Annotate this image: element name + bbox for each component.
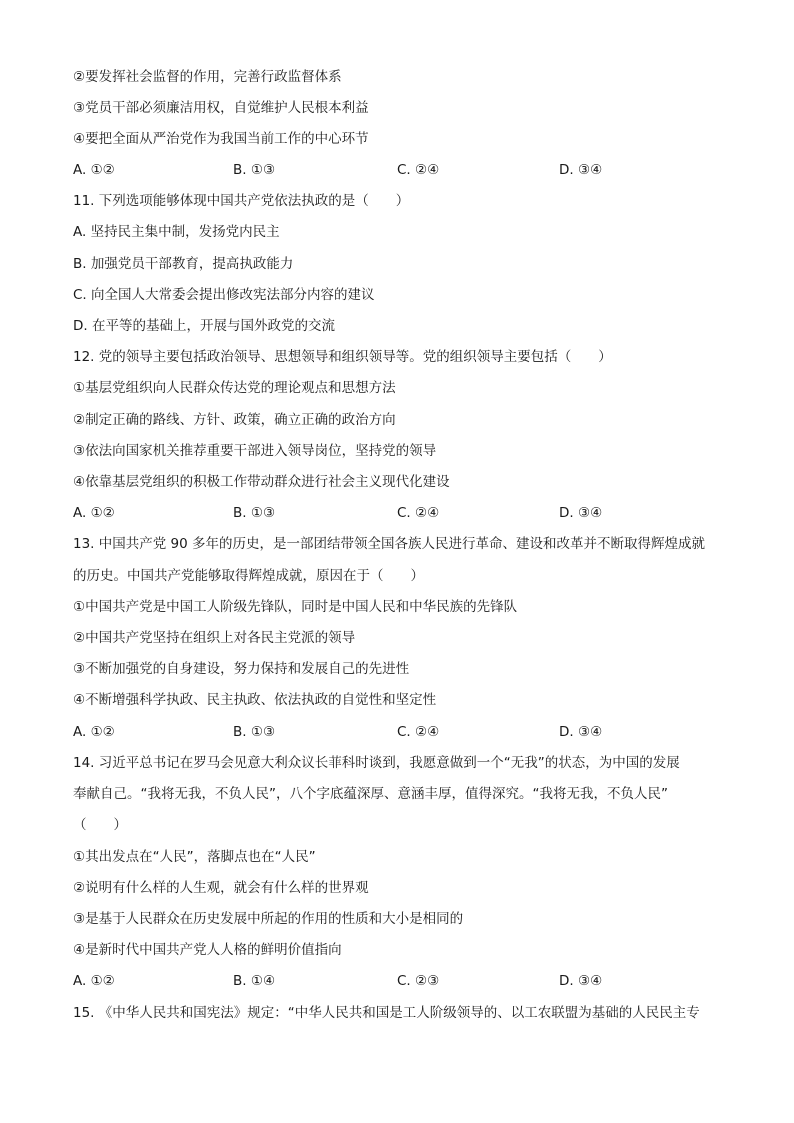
q11-option-c[interactable]: C. 向全国人大常委会提出修改宪法部分内容的建议 [73,287,375,303]
q10-option-c[interactable]: C. ②④ [397,162,440,178]
q12-option-c[interactable]: C. ②④ [397,505,440,521]
q13-statement-1: ①中国共产党是中国工人阶级先锋队，同时是中国人民和中华民族的先锋队 [73,599,518,615]
q13-option-b[interactable]: B. ①③ [233,724,276,740]
q14-stem-line-3: （ ） [73,817,127,833]
q13-options [73,723,713,741]
q10-statement-3: ③党员干部必须廉洁用权，自觉维护人民根本利益 [73,100,369,116]
q12-option-d[interactable]: D. ③④ [559,505,603,521]
q12-statement-1: ①基层党组织向人民群众传达党的理论观点和思想方法 [73,380,396,396]
q11-stem: 11. 下列选项能够体现中国共产党依法执政的是（ ） [73,193,410,209]
q14-statement-1: ①其出发点在“人民”，落脚点也在“人民” [73,849,316,865]
q14-option-b[interactable]: B. ①④ [233,973,276,989]
q13-option-d[interactable]: D. ③④ [559,724,603,740]
q11-option-d[interactable]: D. 在平等的基础上，开展与国外政党的交流 [73,318,335,334]
q12-options [73,504,713,522]
q12-statement-4: ④依靠基层党组织的积极工作带动群众进行社会主义现代化建设 [73,474,450,490]
q14-option-c[interactable]: C. ②③ [397,973,440,989]
q11-option-a[interactable]: A. 坚持民主集中制，发扬党内民主 [73,224,280,240]
q14-stem-line-1: 14. 习近平总书记在罗马会见意大利众议长菲科时谈到，我愿意做到一个“无我”的状态，为中国的发展 [73,755,680,771]
q10-option-a[interactable]: A. ①② [73,162,115,178]
q13-statement-3: ③不断加强党的自身建设，努力保持和发展自己的先进性 [73,661,410,677]
q15-stem: 15. 《中华人民共和国宪法》规定：“中华人民共和国是工人阶级领导的、以工农联盟为基础的人民民主专 [73,1005,700,1021]
q11-option-b[interactable]: B. 加强党员干部教育，提高执政能力 [73,256,294,272]
q14-stem-line-2: 奉献自己。“我将无我，不负人民”，八个字底蕴深厚、意涵丰厚，值得深究。“我将无我，不负人民” [73,786,668,802]
q10-options [73,161,713,179]
q13-stem-line-1: 13. 中国共产党 90 多年的历史，是一部团结带领全国各族人民进行革命、建设和改革并不断取得辉煌成就 [73,536,706,552]
q13-statement-4: ④不断增强科学执政、民主执政、依法执政的自觉性和坚定性 [73,692,437,708]
q12-statement-2: ②制定正确的路线、方针、政策，确立正确的政治方向 [73,412,396,428]
q10-option-d[interactable]: D. ③④ [559,162,603,178]
q14-options [73,972,713,990]
q12-statement-3: ③依法向国家机关推荐重要干部进入领导岗位，坚持党的领导 [73,443,437,459]
q13-option-a[interactable]: A. ①② [73,724,115,740]
q12-option-a[interactable]: A. ①② [73,505,115,521]
q14-statement-4: ④是新时代中国共产党人人格的鲜明价值指向 [73,942,342,958]
q14-option-d[interactable]: D. ③④ [559,973,603,989]
q13-option-c[interactable]: C. ②④ [397,724,440,740]
q14-statement-3: ③是基于人民群众在历史发展中所起的作用的性质和大小是相同的 [73,911,464,927]
q12-stem: 12. 党的领导主要包括政治领导、思想领导和组织领导等。党的组织领导主要包括（ ） [73,349,612,365]
q12-option-b[interactable]: B. ①③ [233,505,276,521]
q10-statement-2: ②要发挥社会监督的作用，完善行政监督体系 [73,69,342,85]
q13-stem-line-2: 的历史。中国共产党能够取得辉煌成就，原因在于（ ） [73,568,424,584]
q10-option-b[interactable]: B. ①③ [233,162,276,178]
q10-statement-4: ④要把全面从严治党作为我国当前工作的中心环节 [73,131,369,147]
q13-statement-2: ②中国共产党坚持在组织上对各民主党派的领导 [73,630,356,646]
q14-option-a[interactable]: A. ①② [73,973,115,989]
q14-statement-2: ②说明有什么样的人生观，就会有什么样的世界观 [73,880,369,896]
